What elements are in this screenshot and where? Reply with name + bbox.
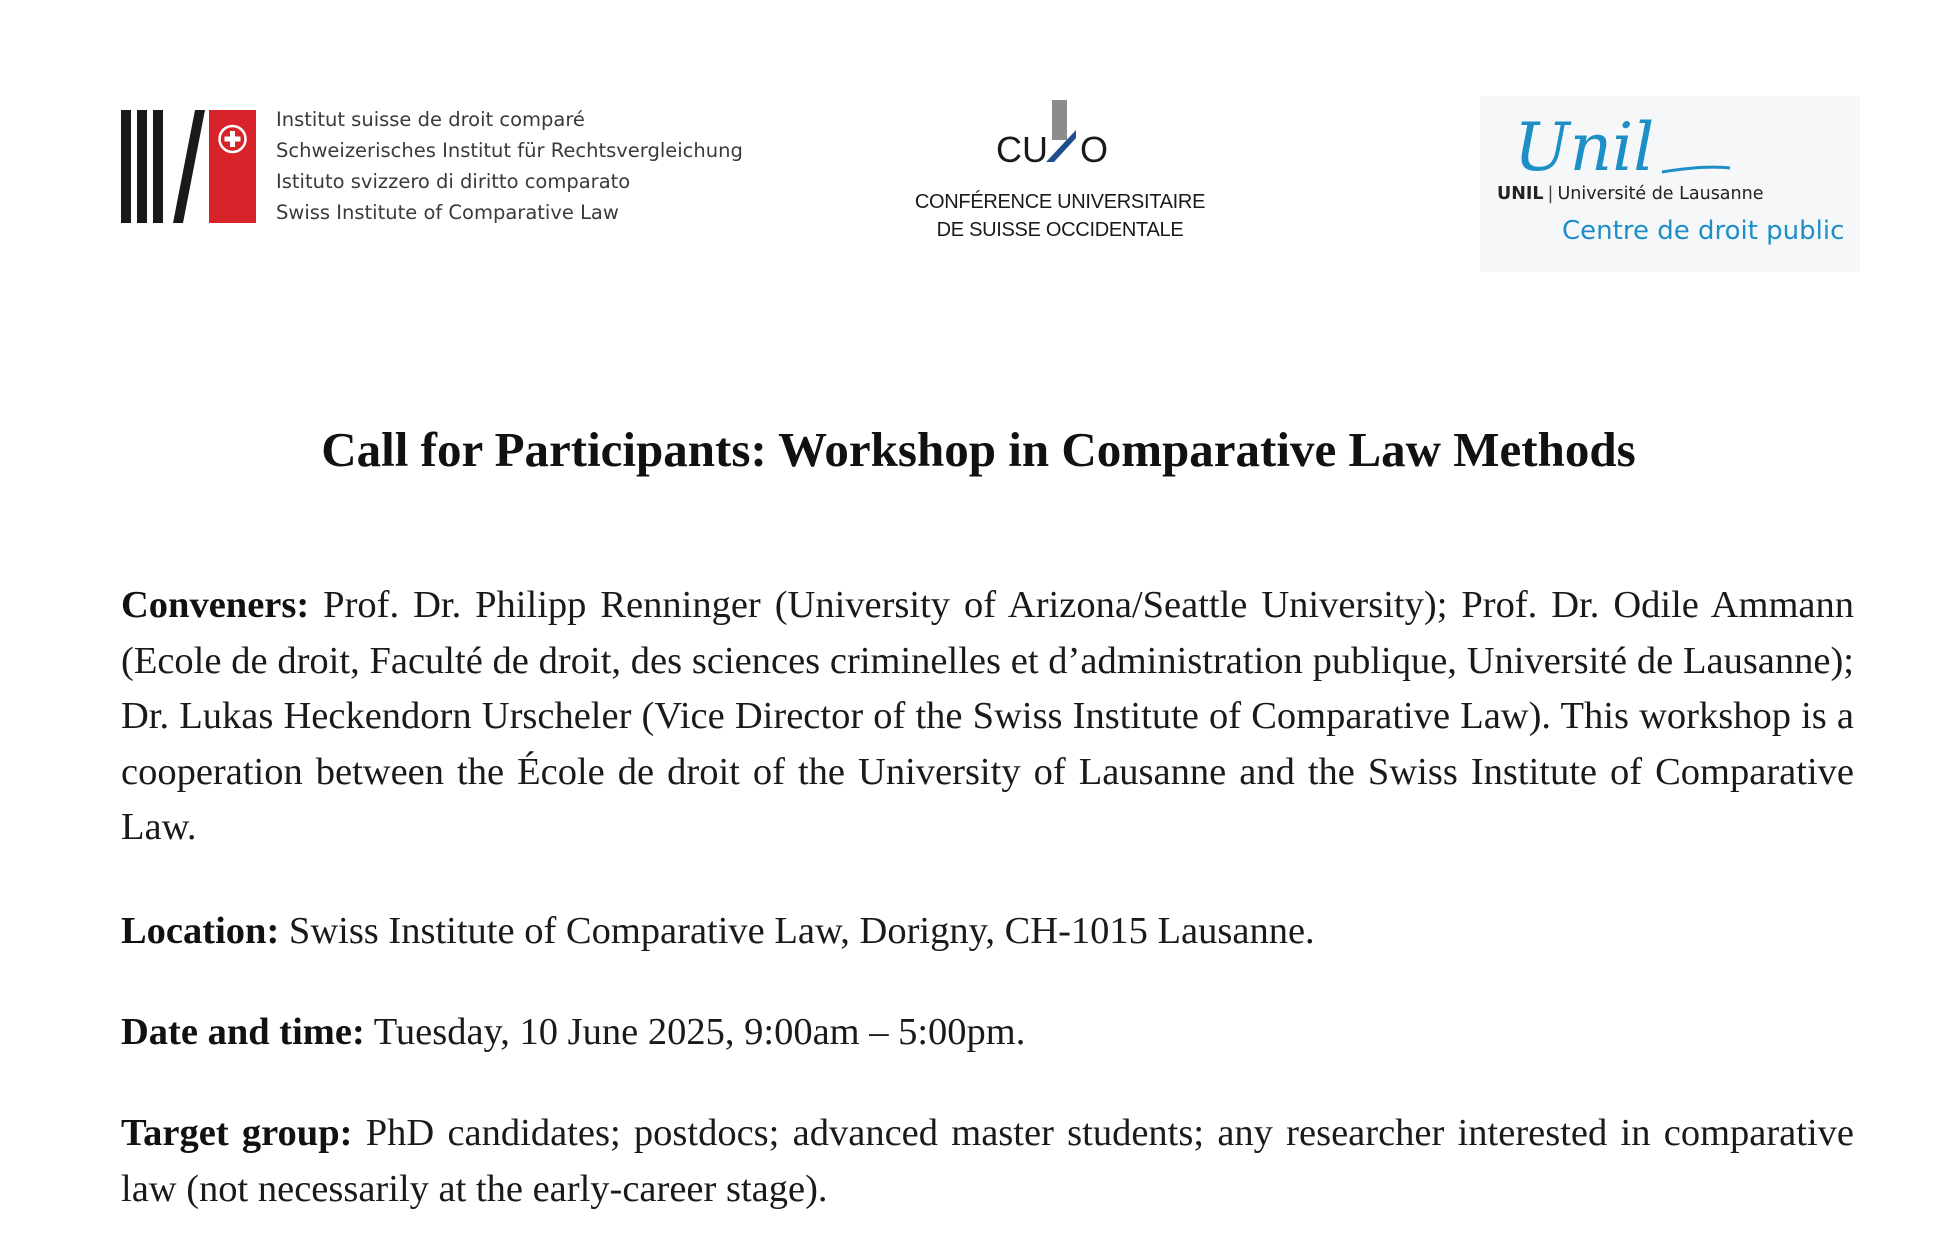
date-label: Date and time:	[121, 1011, 365, 1053]
conveners-section	[121, 578, 1854, 856]
date-text: Tuesday, 10 June 2025, 9:00am – 5:00pm.	[373, 1011, 1026, 1053]
location-text: Swiss Institute of Comparative Law, Dorigny, CH-1015 Lausanne.	[288, 910, 1315, 952]
sicl-emblem-icon	[121, 108, 256, 225]
page-title: Call for Participants: Workshop in Comparative Law Methods	[321, 422, 1636, 477]
unil-name: Université de Lausanne	[1557, 184, 1764, 204]
cuso-emblem-icon	[996, 100, 1116, 170]
sicl-name-it: Istituto svizzero di diritto comparato	[276, 170, 631, 193]
sicl-name-lines	[276, 104, 743, 228]
sicl-name-en: Swiss Institute of Comparative Law	[276, 201, 619, 224]
unil-logo	[1480, 96, 1860, 272]
sicl-name-fr: Institut suisse de droit comparé	[276, 108, 585, 131]
sicl-logo	[121, 104, 761, 224]
date-section	[121, 1005, 1854, 1061]
location-section	[121, 904, 1854, 960]
target-group-label: Target group:	[121, 1112, 353, 1154]
location-label: Location:	[121, 910, 280, 952]
unil-name-line	[1497, 184, 1763, 204]
cuso-mark-o: O	[1080, 129, 1109, 170]
unil-abbr: UNIL	[1497, 184, 1544, 204]
unil-separator: |	[1547, 184, 1554, 204]
unil-centre-name: Centre de droit public	[1562, 216, 1845, 246]
conveners-text: Prof. Dr. Philipp Renninger (University of Arizona/Seattle University); Prof. Dr. Odile Ammann (Ecole de droit, Faculté de droit, des sciences criminelles et d’administration publique, Université de Lausanne); Dr. Lukas Heckendorn Urscheler (Vice Director of the Swiss Institute of Comparative Law). This workshop is a cooperation between the École de droit of the University of Lausanne and the Swiss Institute of Comparative Law.	[121, 584, 1854, 848]
cuso-name-line1: CONFÉRENCE UNIVERSITAIRE	[914, 191, 1206, 213]
sicl-name-de: Schweizerisches Institut für Rechtsvergleichung	[276, 139, 743, 162]
cuso-name	[900, 188, 1220, 244]
target-group-text: PhD candidates; postdocs; advanced master students; any researcher interested in comparative law (not necessarily at the early-career stage).	[121, 1112, 1855, 1210]
unil-script-text: Unil	[1514, 109, 1655, 186]
cuso-logo	[900, 100, 1220, 250]
cuso-name-line2: DE SUISSE OCCIDENTALE	[936, 219, 1184, 241]
target-group-section	[121, 1106, 1854, 1217]
unil-script-icon	[1512, 108, 1732, 194]
conveners-label: Conveners:	[121, 584, 310, 626]
cuso-mark-cu: CU	[996, 129, 1048, 170]
